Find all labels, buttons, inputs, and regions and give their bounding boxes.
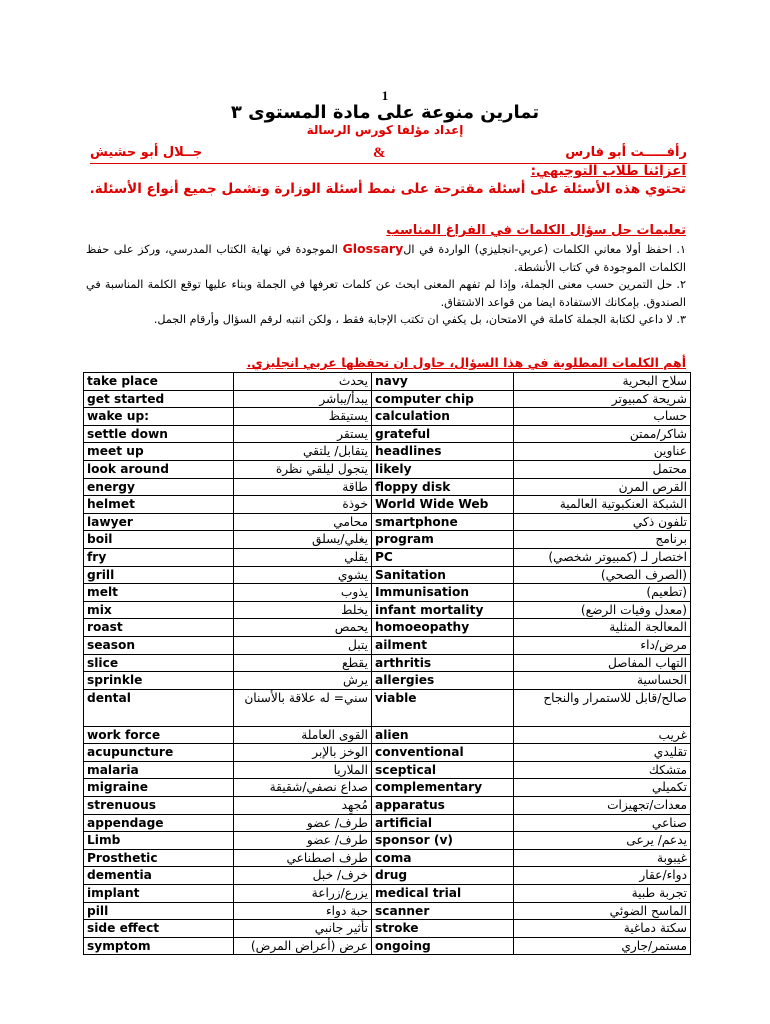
prepared-by-line: إعداد مؤلفا كورس الرسالة xyxy=(306,123,464,137)
english-term: helmet xyxy=(84,496,234,514)
english-term: take place xyxy=(84,373,234,391)
arabic-meaning: اختصار لـ (كمبيوتر شخصي) xyxy=(514,548,691,566)
arabic-meaning: (تطعيم) xyxy=(514,584,691,602)
vocab-table-heading: أهم الكلمات المطلوبة في هذا السؤال، حاول ان تحفظها عربي انجليزي. xyxy=(246,355,686,370)
table-row xyxy=(84,513,691,531)
english-term: dementia xyxy=(84,867,234,885)
english-term: implant xyxy=(84,885,234,903)
instructions-heading: تعليمات حل سؤال الكلمات في الفراغ المناسب xyxy=(386,223,686,238)
arabic-meaning: القوى العاملة xyxy=(234,726,372,744)
english-term: work force xyxy=(84,726,234,744)
arabic-meaning: تكميلي xyxy=(514,779,691,797)
english-term: conventional xyxy=(372,744,514,762)
english-term: get started xyxy=(84,390,234,408)
document-title: تمارين منوعة على مادة المستوى ٣ xyxy=(230,102,540,123)
arabic-meaning: الوخز بالإبر xyxy=(234,744,372,762)
table-row xyxy=(84,867,691,885)
intro-text: تحتوي هذه الأسئلة على أسئلة مقترحة على نمط أسئلة الوزارة وتشمل جميع أنواع الأسئلة. xyxy=(89,181,686,197)
table-row xyxy=(84,726,691,744)
arabic-meaning: التهاب المفاصل xyxy=(514,654,691,672)
english-term: smartphone xyxy=(372,513,514,531)
arabic-meaning: غيبوبة xyxy=(514,849,691,867)
english-term: homoeopathy xyxy=(372,619,514,637)
table-row xyxy=(84,902,691,920)
english-term: pill xyxy=(84,902,234,920)
english-term: headlines xyxy=(372,443,514,461)
arabic-meaning: حبة دواء xyxy=(234,902,372,920)
table-row xyxy=(84,636,691,654)
arabic-meaning: يقطع xyxy=(234,654,372,672)
arabic-meaning: (الصرف الصحي) xyxy=(514,566,691,584)
arabic-meaning: متشكك xyxy=(514,761,691,779)
table-row xyxy=(84,619,691,637)
vocab-table-body xyxy=(84,373,691,955)
english-term: dental xyxy=(84,689,234,726)
table-row xyxy=(84,390,691,408)
table-row xyxy=(84,425,691,443)
english-term: infant mortality xyxy=(372,601,514,619)
arabic-meaning: يتقابل/ يلتقي xyxy=(234,443,372,461)
arabic-meaning: دواء/عقار xyxy=(514,867,691,885)
english-term: World Wide Web xyxy=(372,496,514,514)
table-row xyxy=(84,531,691,549)
arabic-meaning: تقليدي xyxy=(514,744,691,762)
english-term: Immunisation xyxy=(372,584,514,602)
ampersand: & xyxy=(373,145,386,161)
arabic-meaning: طرف/ عضو xyxy=(234,832,372,850)
english-term: mix xyxy=(84,601,234,619)
table-row xyxy=(84,548,691,566)
arabic-meaning: طاقة xyxy=(234,478,372,496)
page-number: 1 xyxy=(381,88,389,103)
english-term: stroke xyxy=(372,920,514,938)
english-term: symptom xyxy=(84,937,234,955)
arabic-meaning: يبدأ/يباشر xyxy=(234,390,372,408)
table-row xyxy=(84,566,691,584)
arabic-meaning: (معدل وفيات الرضع) xyxy=(514,601,691,619)
arabic-meaning: يقلي xyxy=(234,548,372,566)
table-row xyxy=(84,672,691,690)
arabic-meaning: محتمل xyxy=(514,460,691,478)
arabic-meaning: طرف/ عضو xyxy=(234,814,372,832)
table-row xyxy=(84,814,691,832)
arabic-meaning: خوذة xyxy=(234,496,372,514)
english-term: migraine xyxy=(84,779,234,797)
arabic-meaning: تلفون ذكي xyxy=(514,513,691,531)
arabic-meaning: يستقر xyxy=(234,425,372,443)
glossary-term: Glossary xyxy=(342,241,404,256)
arabic-meaning: معدات/تجهيزات xyxy=(514,797,691,815)
arabic-meaning: مرض/داء xyxy=(514,636,691,654)
arabic-meaning: يدعم/ يرعى xyxy=(514,832,691,850)
intro-greeting: اعزائنا طلاب التوجيهي: xyxy=(530,163,686,179)
intro-paragraph xyxy=(86,162,686,198)
english-term: Sanitation xyxy=(372,566,514,584)
english-term: wake up: xyxy=(84,408,234,426)
english-term: computer chip xyxy=(372,390,514,408)
arabic-meaning: سني= له علاقة بالأسنان xyxy=(234,689,372,726)
english-term: sceptical xyxy=(372,761,514,779)
table-row xyxy=(84,373,691,391)
table-row xyxy=(84,584,691,602)
table-row xyxy=(84,443,691,461)
english-term: navy xyxy=(372,373,514,391)
english-term: calculation xyxy=(372,408,514,426)
arabic-meaning: عناوين xyxy=(514,443,691,461)
arabic-meaning: خرف/ خبل xyxy=(234,867,372,885)
table-row xyxy=(84,496,691,514)
arabic-meaning: الماسح الضوئي xyxy=(514,902,691,920)
arabic-meaning: يشوي xyxy=(234,566,372,584)
arabic-meaning: يتجول ليلقي نظرة xyxy=(234,460,372,478)
table-row xyxy=(84,478,691,496)
instruction-1 xyxy=(86,240,686,276)
table-row xyxy=(84,779,691,797)
arabic-meaning: يتبل xyxy=(234,636,372,654)
arabic-meaning: القرص المرن xyxy=(514,478,691,496)
arabic-meaning: الشبكة العنكبوتية العالمية xyxy=(514,496,691,514)
instruction-3: ٣. لا داعي لكتابة الجملة كاملة في الامتحان، بل يكفي ان تكتب الإجابة فقط ، ولكن انتبه لرقم السؤال وأرقام الجمل. xyxy=(153,313,686,326)
arabic-meaning: شريحة كمبيوتر xyxy=(514,390,691,408)
english-term: grateful xyxy=(372,425,514,443)
table-row xyxy=(84,761,691,779)
arabic-meaning: برنامج xyxy=(514,531,691,549)
english-term: medical trial xyxy=(372,885,514,903)
english-term: complementary xyxy=(372,779,514,797)
english-term: malaria xyxy=(84,761,234,779)
english-term: side effect xyxy=(84,920,234,938)
english-term: sponsor (v) xyxy=(372,832,514,850)
arabic-meaning: يرش xyxy=(234,672,372,690)
table-row xyxy=(84,601,691,619)
arabic-meaning: الحساسية xyxy=(514,672,691,690)
english-term: apparatus xyxy=(372,797,514,815)
table-row xyxy=(84,460,691,478)
english-term: meet up xyxy=(84,443,234,461)
english-term: allergies xyxy=(372,672,514,690)
english-term: season xyxy=(84,636,234,654)
arabic-meaning: يخلط xyxy=(234,601,372,619)
arabic-meaning: يستيقظ xyxy=(234,408,372,426)
arabic-meaning: يزرع/زراعة xyxy=(234,885,372,903)
english-term: viable xyxy=(372,689,514,726)
arabic-meaning: غريب xyxy=(514,726,691,744)
english-term: lawyer xyxy=(84,513,234,531)
arabic-meaning: صداع نصفي/شقيقة xyxy=(234,779,372,797)
english-term: PC xyxy=(372,548,514,566)
english-term: scanner xyxy=(372,902,514,920)
english-term: slice xyxy=(84,654,234,672)
english-term: Limb xyxy=(84,832,234,850)
instruction-1-end: الموجودة في نهاية الكتاب المدرسي، وركز على حفظ الكلمات الموجودة في كتاب الأنشطة. xyxy=(86,243,686,274)
arabic-meaning: يحمص xyxy=(234,619,372,637)
table-row xyxy=(84,920,691,938)
english-term: look around xyxy=(84,460,234,478)
arabic-meaning: مُجهِد xyxy=(234,797,372,815)
instruction-2: ٢. حل التمرين حسب معنى الجملة، وإذا لم تفهم المعنى ابحث عن كلمات تعرفها في الجملة وبناء عليها توقع الكلمة المناسبة في الصندوق. بإمكانك الاستفادة ايضا من قواعد الاشتقاق. xyxy=(86,278,686,309)
arabic-meaning: يغلي/يسلق xyxy=(234,531,372,549)
english-term: drug xyxy=(372,867,514,885)
table-row xyxy=(84,885,691,903)
arabic-meaning: صالح/قابل للاستمرار والنجاح xyxy=(514,689,691,726)
instruction-1-start: ١. احفظ أولا معاني الكلمات (عربي-انجليزي) الواردة في ال xyxy=(403,243,686,256)
table-row xyxy=(84,654,691,672)
arabic-meaning: تأثير جانبي xyxy=(234,920,372,938)
english-term: ailment xyxy=(372,636,514,654)
arabic-meaning: سلاح البحرية xyxy=(514,373,691,391)
english-term: artificial xyxy=(372,814,514,832)
english-term: likely xyxy=(372,460,514,478)
table-row xyxy=(84,937,691,955)
arabic-meaning: محامي xyxy=(234,513,372,531)
author-2: جــلال أبو حشيش xyxy=(90,145,203,160)
table-row xyxy=(84,408,691,426)
table-row xyxy=(84,744,691,762)
english-term: sprinkle xyxy=(84,672,234,690)
english-term: melt xyxy=(84,584,234,602)
table-row xyxy=(84,849,691,867)
english-term: fry xyxy=(84,548,234,566)
english-term: acupuncture xyxy=(84,744,234,762)
table-row xyxy=(84,689,691,726)
english-term: alien xyxy=(372,726,514,744)
english-term: grill xyxy=(84,566,234,584)
english-term: ongoing xyxy=(372,937,514,955)
english-term: roast xyxy=(84,619,234,637)
arabic-meaning: مستمر/جاري xyxy=(514,937,691,955)
arabic-meaning: الملاريا xyxy=(234,761,372,779)
english-term: program xyxy=(372,531,514,549)
arabic-meaning: عرض (أعراض المرض) xyxy=(234,937,372,955)
english-term: settle down xyxy=(84,425,234,443)
instructions-body xyxy=(86,240,686,329)
english-term: appendage xyxy=(84,814,234,832)
english-term: coma xyxy=(372,849,514,867)
arabic-meaning: طرف اصطناعي xyxy=(234,849,372,867)
vocab-table xyxy=(83,372,691,955)
arabic-meaning: شاكر/ممتن xyxy=(514,425,691,443)
english-term: strenuous xyxy=(84,797,234,815)
arabic-meaning: صناعي xyxy=(514,814,691,832)
table-row xyxy=(84,832,691,850)
arabic-meaning: يحدث xyxy=(234,373,372,391)
english-term: boil xyxy=(84,531,234,549)
arabic-meaning: حساب xyxy=(514,408,691,426)
english-term: energy xyxy=(84,478,234,496)
english-term: floppy disk xyxy=(372,478,514,496)
arabic-meaning: سكتة دماغية xyxy=(514,920,691,938)
author-1: رأفـــــت أبو فارس xyxy=(565,145,687,160)
arabic-meaning: يذوب xyxy=(234,584,372,602)
table-row xyxy=(84,797,691,815)
english-term: arthritis xyxy=(372,654,514,672)
arabic-meaning: المعالجة المثلية xyxy=(514,619,691,637)
english-term: Prosthetic xyxy=(84,849,234,867)
arabic-meaning: تجربة طبية xyxy=(514,885,691,903)
